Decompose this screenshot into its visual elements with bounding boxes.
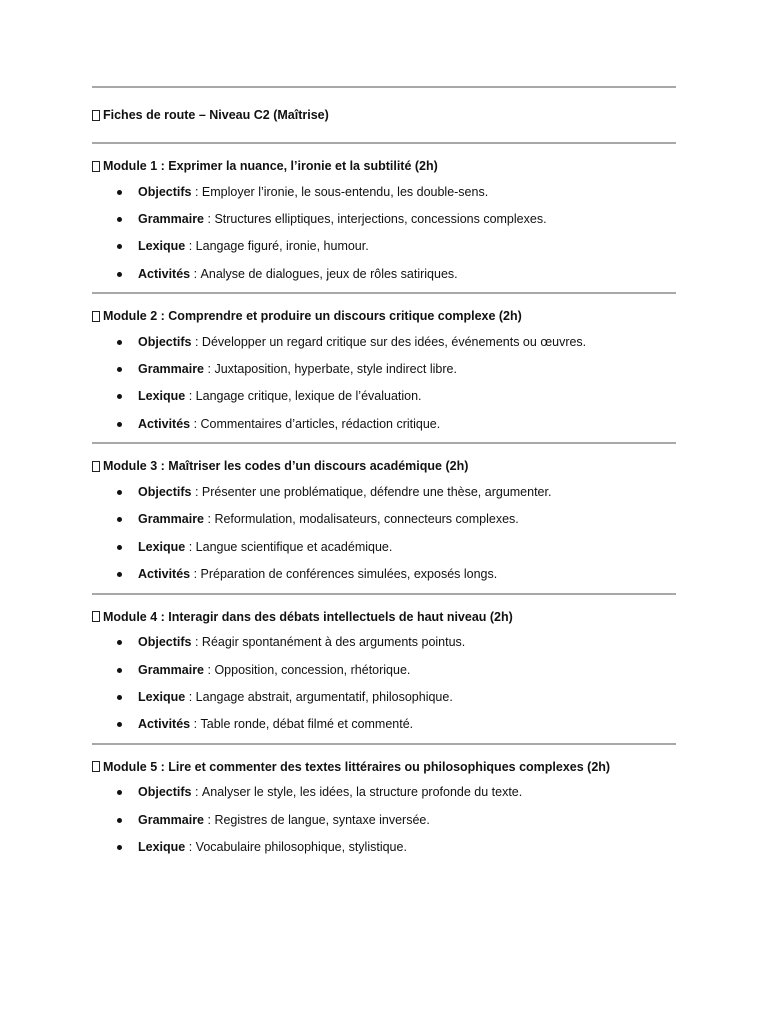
item-label: Activités	[138, 717, 191, 732]
item-separator: :	[191, 635, 202, 650]
module-heading	[92, 304, 676, 328]
box-glyph-icon	[92, 461, 100, 472]
item-text: Reformulation, modalisateurs, connecteurs complexes.	[214, 512, 519, 527]
item-separator: :	[190, 566, 201, 581]
item-separator: :	[185, 839, 196, 854]
list-item	[92, 178, 676, 205]
module-heading	[92, 454, 676, 478]
list-item	[92, 328, 676, 355]
bullet-icon	[117, 695, 122, 700]
list-item	[92, 656, 676, 683]
item-text: Opposition, concession, rhétorique.	[214, 662, 411, 677]
module-section	[92, 595, 676, 745]
item-label: Grammaire	[138, 211, 205, 226]
bullet-icon	[117, 367, 122, 372]
list-item	[92, 560, 676, 587]
module-section	[92, 294, 676, 444]
bullet-icon	[117, 722, 122, 727]
item-label: Activités	[138, 266, 191, 281]
item-label: Lexique	[138, 239, 186, 254]
item-text: Structures elliptiques, interjections, concessions complexes.	[214, 211, 547, 226]
item-separator: :	[191, 485, 202, 500]
item-label: Activités	[138, 416, 191, 431]
item-label: Lexique	[138, 839, 186, 854]
item-label: Objectifs	[138, 184, 192, 199]
module-item-list	[92, 328, 676, 437]
item-label: Objectifs	[138, 785, 192, 800]
bullet-icon	[117, 818, 122, 823]
item-text: Commentaires d’articles, rédaction critique.	[200, 416, 441, 431]
module-heading	[92, 154, 676, 178]
bullet-icon	[117, 845, 122, 850]
item-separator: :	[190, 717, 201, 732]
list-item	[92, 533, 676, 560]
box-glyph-icon	[92, 110, 100, 121]
item-label: Grammaire	[138, 662, 205, 677]
item-text: Analyser le style, les idées, la structure profonde du texte.	[201, 785, 523, 800]
module-heading	[92, 605, 676, 629]
bullet-icon	[117, 490, 122, 495]
item-separator: :	[190, 416, 201, 431]
list-item	[92, 233, 676, 260]
bullet-icon	[117, 545, 122, 550]
item-separator: :	[191, 334, 202, 349]
box-glyph-icon	[92, 161, 100, 172]
document-title-text: Fiches de route – Niveau C2 (Maîtrise)	[103, 108, 329, 122]
bullet-icon	[117, 217, 122, 222]
bullet-icon	[117, 640, 122, 645]
item-label: Grammaire	[138, 512, 205, 527]
item-text: Langue scientifique et académique.	[195, 539, 393, 554]
list-item	[92, 410, 676, 437]
list-item	[92, 710, 676, 737]
item-label: Objectifs	[138, 485, 192, 500]
list-item	[92, 205, 676, 232]
document-page	[92, 86, 676, 861]
module-item-list	[92, 478, 676, 587]
item-text: Table ronde, débat filmé et commenté.	[200, 717, 414, 732]
item-label: Grammaire	[138, 812, 205, 827]
box-glyph-icon	[92, 611, 100, 622]
bullet-icon	[117, 394, 122, 399]
bullet-icon	[117, 272, 122, 277]
module-item-list	[92, 779, 676, 861]
item-label: Lexique	[138, 689, 186, 704]
item-text: Langage figuré, ironie, humour.	[195, 239, 369, 254]
item-label: Objectifs	[138, 334, 192, 349]
item-separator: :	[185, 389, 196, 404]
bullet-icon	[117, 190, 122, 195]
list-item	[92, 683, 676, 710]
item-text: Vocabulaire philosophique, stylistique.	[195, 839, 407, 854]
list-item	[92, 629, 676, 656]
bullet-icon	[117, 244, 122, 249]
item-separator: :	[190, 266, 201, 281]
item-label: Lexique	[138, 389, 186, 404]
item-separator: :	[204, 662, 215, 677]
module-heading-text: Module 4 : Interagir dans des débats intellectuels de haut niveau (2h)	[103, 609, 513, 624]
bullet-icon	[117, 572, 122, 577]
item-separator: :	[191, 184, 202, 199]
item-separator: :	[204, 211, 215, 226]
list-item	[92, 260, 676, 287]
item-label: Grammaire	[138, 362, 205, 377]
module-item-list	[92, 629, 676, 738]
module-section	[92, 444, 676, 594]
list-item	[92, 355, 676, 382]
module-section	[92, 144, 676, 294]
document-title	[92, 88, 676, 142]
list-item	[92, 478, 676, 505]
module-heading	[92, 755, 676, 779]
item-separator: :	[185, 239, 196, 254]
item-separator: :	[204, 512, 215, 527]
bullet-icon	[117, 340, 122, 345]
module-heading-text: Module 3 : Maîtriser les codes d’un discours académique (2h)	[103, 459, 469, 474]
item-text: Langage abstrait, argumentatif, philosophique.	[195, 689, 453, 704]
list-item	[92, 806, 676, 833]
item-text: Réagir spontanément à des arguments pointus.	[201, 635, 466, 650]
item-text: Employer l’ironie, le sous-entendu, les double-sens.	[201, 184, 489, 199]
item-text: Développer un regard critique sur des idées, événements ou œuvres.	[201, 334, 587, 349]
bullet-icon	[117, 517, 122, 522]
module-heading-text: Module 2 : Comprendre et produire un discours critique complexe (2h)	[103, 309, 522, 324]
item-text: Préparation de conférences simulées, exposés longs.	[200, 566, 498, 581]
item-text: Registres de langue, syntaxe inversée.	[214, 812, 430, 827]
item-text: Juxtaposition, hyperbate, style indirect libre.	[214, 362, 457, 377]
module-item-list	[92, 178, 676, 287]
module-section	[92, 745, 676, 861]
item-text: Analyse de dialogues, jeux de rôles satiriques.	[200, 266, 458, 281]
bullet-icon	[117, 422, 122, 427]
item-separator: :	[185, 689, 196, 704]
item-text: Présenter une problématique, défendre une thèse, argumenter.	[201, 485, 552, 500]
bullet-icon	[117, 790, 122, 795]
module-list	[92, 144, 676, 861]
item-separator: :	[204, 812, 215, 827]
list-item	[92, 383, 676, 410]
module-heading-text: Module 1 : Exprimer la nuance, l’ironie et la subtilité (2h)	[103, 159, 438, 173]
bullet-icon	[117, 668, 122, 673]
item-separator: :	[185, 539, 196, 554]
box-glyph-icon	[92, 311, 100, 322]
list-item	[92, 779, 676, 806]
item-label: Objectifs	[138, 635, 192, 650]
box-glyph-icon	[92, 761, 100, 772]
item-text: Langage critique, lexique de l’évaluation.	[195, 389, 422, 404]
list-item	[92, 833, 676, 860]
item-label: Lexique	[138, 539, 186, 554]
item-separator: :	[204, 362, 215, 377]
module-heading-text: Module 5 : Lire et commenter des textes littéraires ou philosophiques complexes (2h)	[103, 759, 611, 774]
item-label: Activités	[138, 566, 191, 581]
list-item	[92, 506, 676, 533]
item-separator: :	[191, 785, 202, 800]
